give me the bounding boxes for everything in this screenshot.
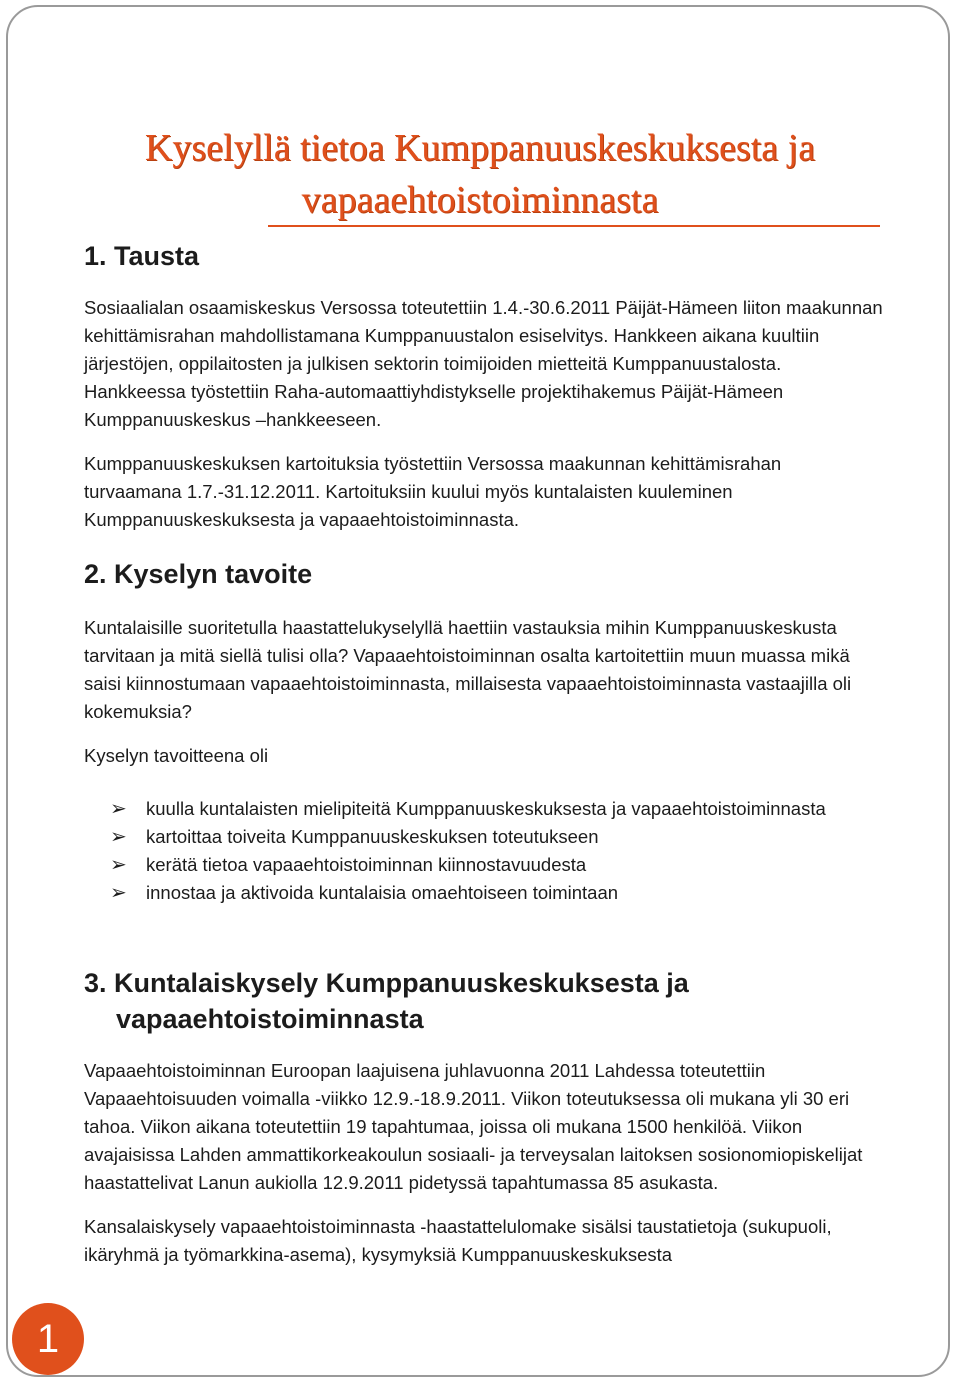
section-tavoite — [84, 555, 884, 907]
arrowhead-bullet-icon: ➢ — [110, 854, 127, 876]
kysely-paragraph-2: Kansalaiskysely vapaaehtoistoiminnasta -haastattelulomake sisälsi taustatietoja (sukupuoli, ikäryhmä ja työmarkkina-asema), kysymyksiä Kumppanuuskeskuksesta — [84, 1216, 832, 1265]
document-body — [84, 237, 884, 1269]
tavoite-bullet-list — [84, 795, 884, 907]
list-item: ➢ kuulla kuntalaisten mielipiteitä Kumppanuuskeskuksesta ja vapaaehtoistoiminnasta — [84, 795, 884, 823]
title-underline — [268, 225, 880, 227]
document-title — [80, 122, 880, 226]
section-kysely — [84, 965, 884, 1269]
tausta-paragraph-2: Kumppanuuskeskuksen kartoituksia työstettiin Versossa maakunnan kehittämisrahan turvaamana 1.7.-31.12.2011. Kartoituksiin kuului myös kuntalaisten kuuleminen Kumppanuuskeskuksesta ja vapaaehtoistoiminnasta. — [84, 453, 782, 530]
section-heading-tavoite: 2. Kyselyn tavoite — [84, 559, 313, 589]
kysely-paragraph-1: Vapaaehtoistoiminnan Euroopan laajuisena juhlavuonna 2011 Lahdessa toteutettiin Vapaaehtoisuuden voimalla -viikko 12.9.-18.9.2011. Viikon toteutuksessa oli mukana yli 30 eri tahoa. Viikon aikana toteutettiin 19 tapahtumaa, joissa oli mukana 1500 henkilöä. Viikon avajaisissa Lahden ammattikorkeakoulun sosiaali- ja terveysalan laitoksen sosionomiopiskelijat haastattelivat Lanun aukiolla 12.9.2011 pidetyssä tapahtumassa 85 asukasta. — [84, 1060, 863, 1193]
document-title-line-1: Kyselyllä tietoa Kumppanuuskeskuksesta ja — [144, 127, 816, 169]
arrowhead-bullet-icon: ➢ — [110, 826, 127, 848]
tavoite-paragraph-2: Kyselyn tavoitteena oli — [84, 745, 269, 766]
tausta-paragraph-1: Sosiaalialan osaamiskeskus Versossa toteutettiin 1.4.-30.6.2011 Päijät-Hämeen liiton maakunnan kehittämisrahan mahdollistamana Kumppanuustalon esiselvitys. Hankkeen aikana kuultiin järjestöjen, oppilaitosten ja julkisen sektorin toimijoiden mietteitä Kumppanuustalosta. Hankkeessa työstettiin Raha-automaattiyhdistykselle projektihakemus Päijät-Hämeen Kumppanuuskeskus –hankkeeseen. — [84, 297, 883, 430]
list-item: ➢ innostaa ja aktivoida kuntalaisia omaehtoiseen toimintaan — [84, 879, 884, 907]
section-tausta — [84, 237, 884, 534]
tavoite-paragraph-1: Kuntalaisille suoritetulla haastattelukyselyllä haettiin vastauksia mihin Kumppanuuskeskusta tarvitaan ja mitä siellä tulisi olla? Vapaaehtoistoiminnan osalta kartoitettiin muun muassa mikä saisi kiinnostumaan vapaaehtoistoiminnasta, millaisesta vapaaehtoistoiminnasta vastaajilla oli kokemuksia? — [84, 617, 852, 722]
arrowhead-bullet-icon: ➢ — [110, 798, 127, 820]
list-item: ➢ kerätä tietoa vapaaehtoistoiminnan kiinnostavuudesta — [84, 851, 884, 879]
arrowhead-bullet-icon: ➢ — [110, 882, 127, 904]
document-title-line-2: vapaaehtoistoiminnasta — [301, 179, 659, 221]
list-item: ➢ kartoittaa toiveita Kumppanuuskeskuksen toteutukseen — [84, 823, 884, 851]
section-heading-tausta: 1. Tausta — [84, 241, 200, 271]
page-number-badge: 1 — [12, 1303, 84, 1375]
section-heading-kysely: 3. Kuntalaiskysely Kumppanuuskeskuksesta ja vapaaehtoistoiminnasta — [84, 968, 689, 1034]
